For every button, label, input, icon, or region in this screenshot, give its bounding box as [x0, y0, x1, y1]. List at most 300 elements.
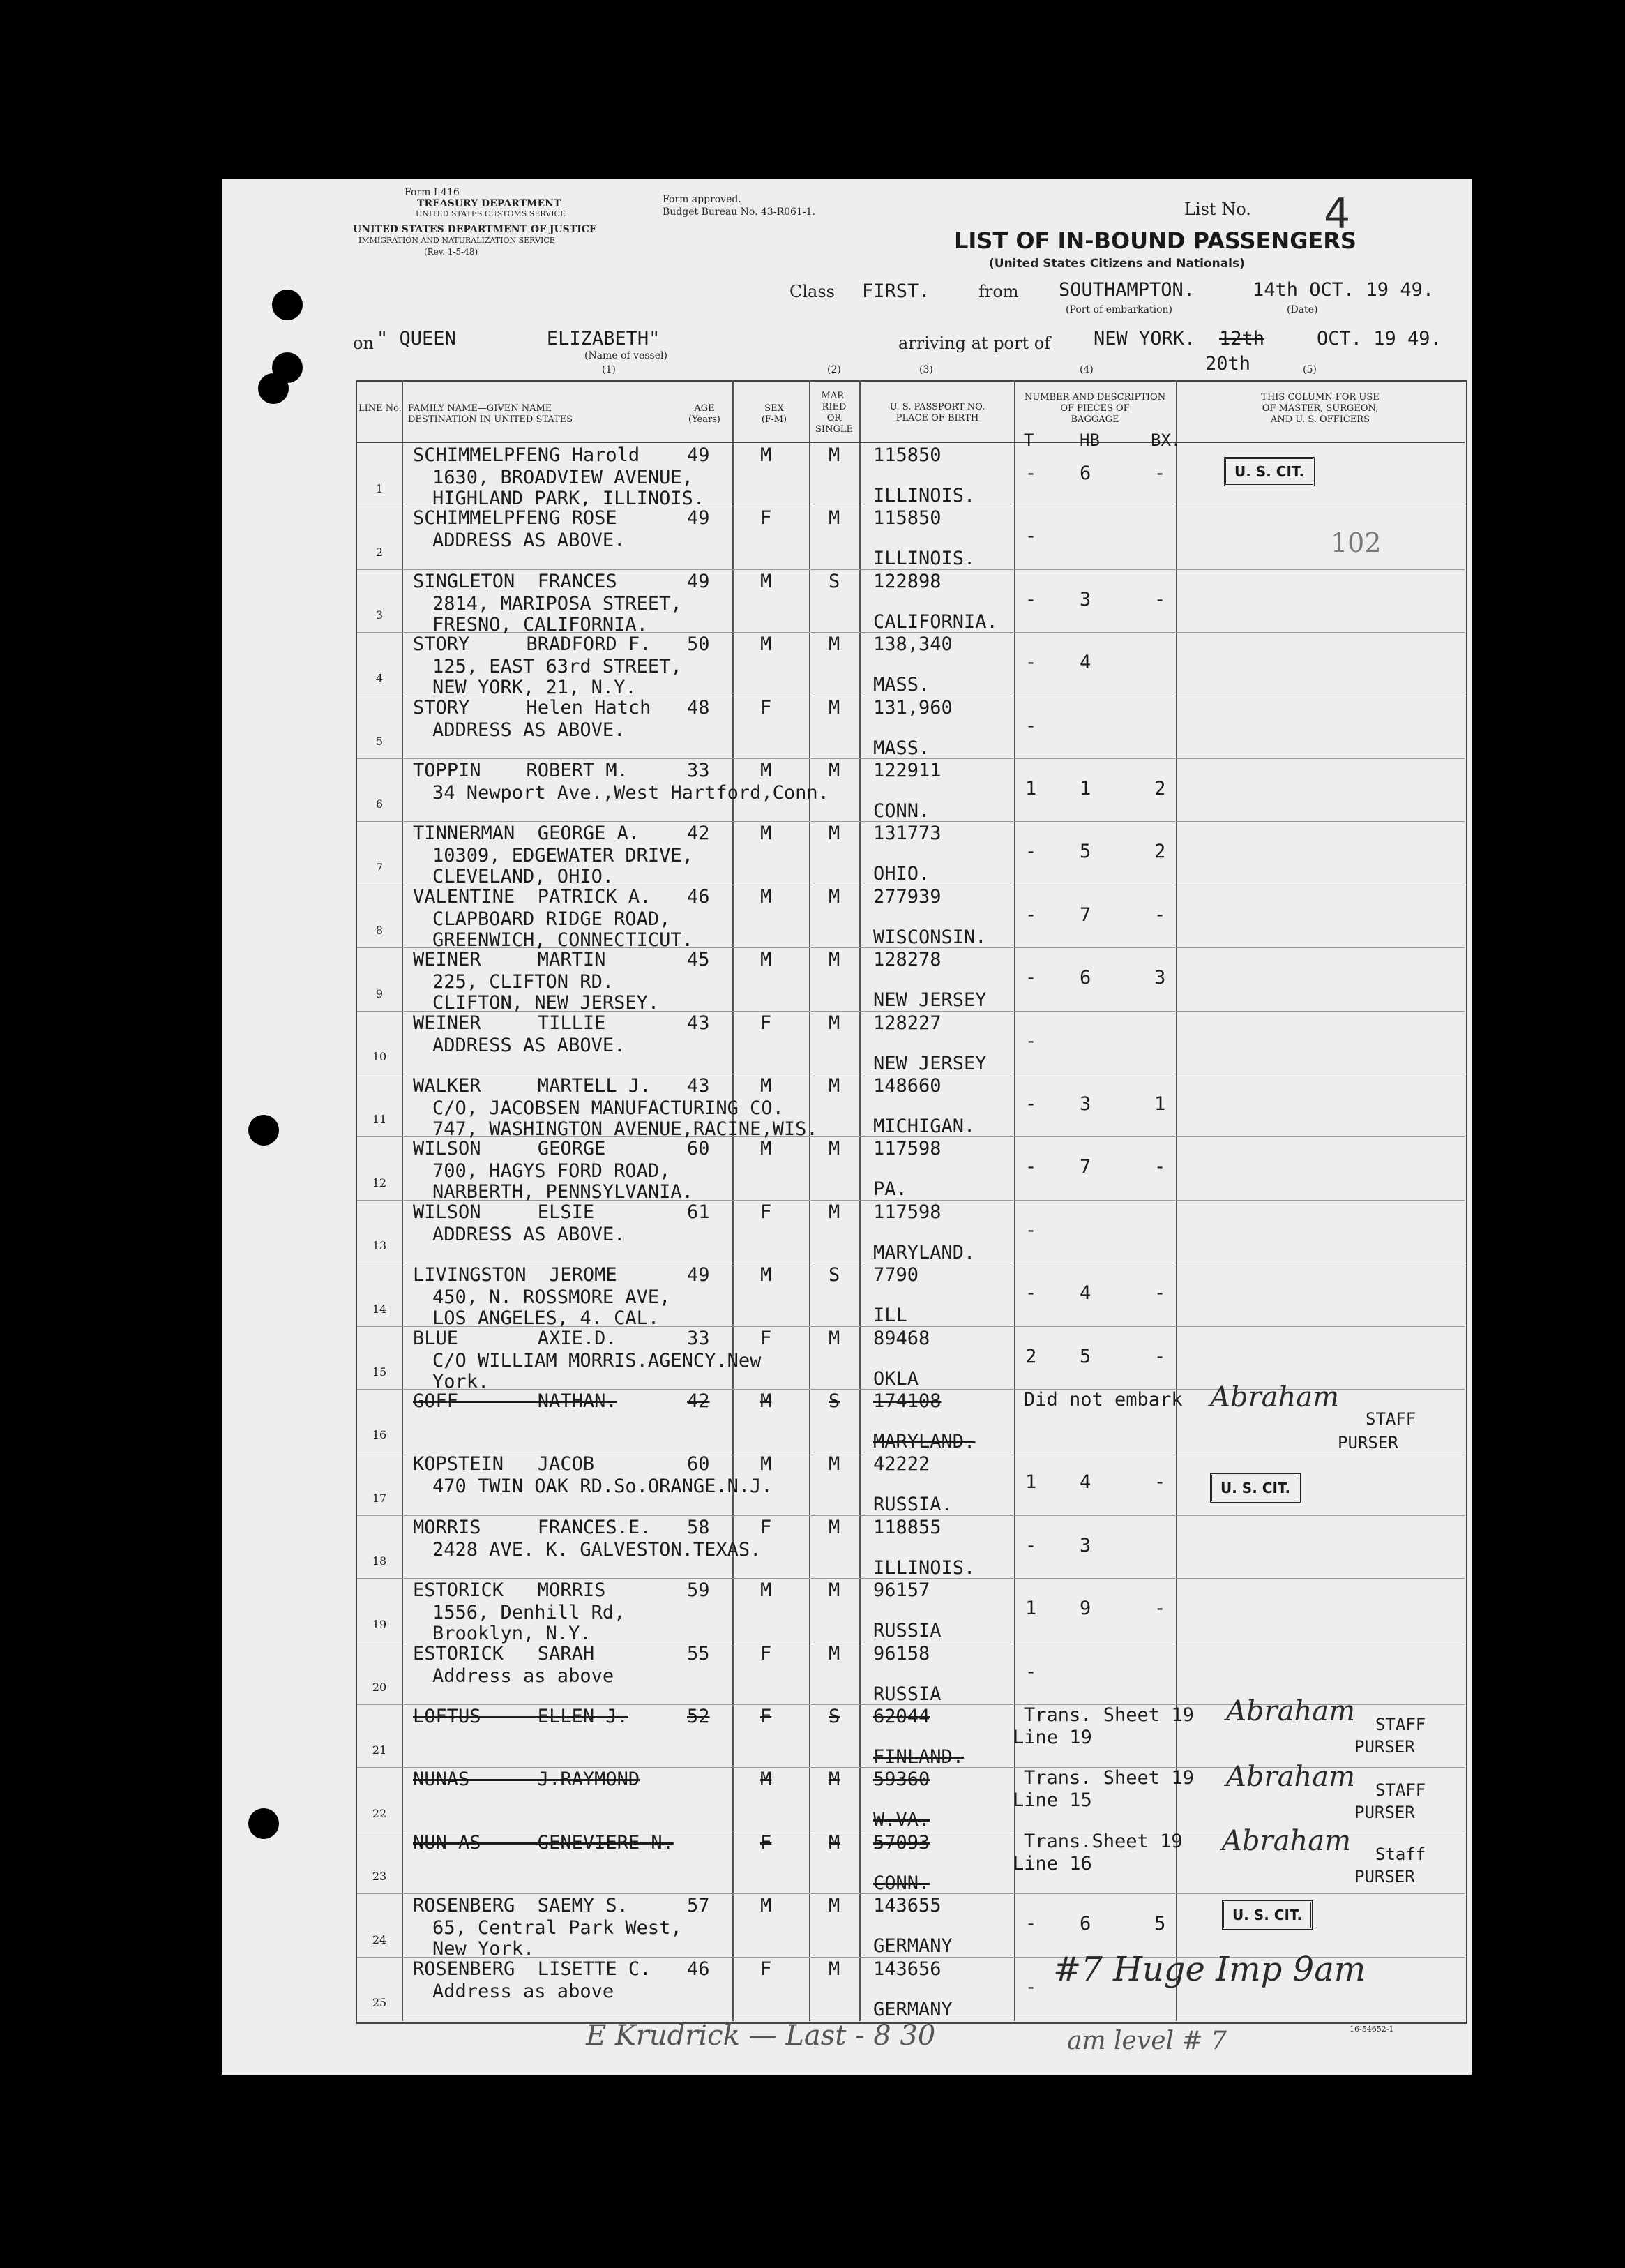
passport-number: 62044: [873, 1706, 930, 1727]
baggage-trunks: -: [1025, 841, 1037, 863]
handwritten-note: #7 Huge Imp 9am: [1053, 1950, 1366, 1989]
baggage-handbags: 3: [1080, 1534, 1091, 1556]
passenger-age: 57: [687, 1895, 710, 1917]
passenger-sex: M: [760, 1768, 772, 1791]
passenger-age: 43: [687, 1012, 710, 1034]
passenger-sex: F: [760, 1327, 772, 1349]
column-number-3: (3): [919, 364, 933, 375]
class-label: Class: [789, 282, 835, 301]
purser-label: PURSER: [1338, 1433, 1398, 1452]
passenger-address: Address as above: [432, 1665, 614, 1687]
baggage-trunks: -: [1025, 1093, 1037, 1115]
marital-status: M: [829, 1768, 840, 1791]
marital-status: M: [829, 1201, 840, 1223]
passenger-address: NARBERTH, PENNSYLVANIA.: [432, 1181, 693, 1203]
staff-label: Staff: [1375, 1845, 1426, 1864]
department-justice: UNITED STATES DEPARTMENT OF JUSTICE: [353, 224, 597, 235]
passenger-sex: F: [760, 1831, 772, 1854]
passenger-sex: F: [760, 1012, 772, 1034]
passenger-name: NUNAS J.RAYMOND: [413, 1768, 640, 1791]
manifest-subtitle: (United States Citizens and Nationals): [989, 257, 1245, 271]
passenger-sex: M: [760, 444, 772, 466]
purser-label: PURSER: [1354, 1737, 1415, 1757]
baggage-boxes: 3: [1154, 967, 1166, 989]
passport-number: 115850: [873, 507, 942, 530]
passenger-age: 42: [687, 823, 710, 845]
line-number: 4: [375, 671, 384, 685]
class-value: FIRST.: [862, 280, 930, 302]
line-number: 6: [375, 797, 384, 811]
baggage-handbags: 6: [1080, 463, 1091, 484]
passenger-age: 46: [687, 885, 710, 908]
line-number: 11: [372, 1113, 387, 1127]
passport-number: 128278: [873, 949, 942, 971]
passenger-name: VALENTINE PATRICK A.: [413, 885, 651, 908]
transfer-note: Trans.Sheet 19: [1024, 1830, 1183, 1852]
passenger-age: 33: [687, 1327, 710, 1349]
punch-hole: [248, 1808, 279, 1839]
passport-number: 117598: [873, 1138, 942, 1160]
passenger-name: ROSENBERG LISETTE C.: [413, 1958, 651, 1980]
handwritten-note: E Krudrick — Last - 8 30: [586, 2020, 936, 2052]
line-number: 9: [375, 986, 384, 1000]
baggage-trunks: -: [1025, 1219, 1037, 1241]
us-citizen-stamp: U. S. CIT.: [1210, 1473, 1301, 1503]
passenger-address: LOS ANGELES, 4. CAL.: [432, 1307, 660, 1330]
passenger-age: 60: [687, 1138, 710, 1160]
passenger-name: WEINER TILLIE: [413, 1012, 606, 1034]
department-treasury: TREASURY DEPARTMENT: [417, 198, 561, 209]
transfer-note: Did not embark: [1024, 1389, 1183, 1411]
passenger-address: GREENWICH, CONNECTICUT.: [432, 929, 693, 951]
passenger-address: 10309, EDGEWATER DRIVE,: [432, 845, 693, 867]
date-caption: (Date): [1287, 304, 1318, 315]
passenger-address: ADDRESS AS ABOVE.: [432, 719, 626, 741]
col-divider: [1014, 380, 1015, 2021]
place-of-birth: ILLINOIS.: [873, 485, 976, 506]
marital-status: S: [829, 570, 840, 592]
baggage-trunks: -: [1025, 1030, 1037, 1052]
passport-number: 143655: [873, 1895, 942, 1917]
passenger-address: ADDRESS AS ABOVE.: [432, 1223, 626, 1245]
budget-bureau: Budget Bureau No. 43-R061-1.: [663, 206, 815, 218]
baggage-trunks: -: [1025, 525, 1037, 548]
place-of-birth: W.VA.: [873, 1809, 930, 1831]
arriving-label: arriving at port of: [898, 333, 1051, 353]
passenger-age: 46: [687, 1958, 710, 1980]
passenger-age: 48: [687, 696, 710, 719]
baggage-boxes: 5: [1154, 1913, 1166, 1935]
place-of-birth: MASS.: [873, 674, 930, 696]
line-number: 17: [372, 1491, 387, 1505]
transfer-note: Trans. Sheet 19: [1024, 1767, 1194, 1789]
place-of-birth: OHIO.: [873, 863, 930, 885]
passport-number: 59360: [873, 1768, 930, 1791]
column-number-5: (5): [1303, 364, 1317, 375]
header-bag-t: T: [1024, 430, 1034, 450]
baggage-boxes: 1: [1154, 1093, 1166, 1115]
passenger-name: STORY Helen Hatch: [413, 696, 651, 719]
passenger-sex: F: [760, 1958, 772, 1980]
baggage-handbags: 4: [1080, 1282, 1091, 1305]
line-number: 5: [375, 735, 384, 748]
passenger-sex: F: [760, 1516, 772, 1538]
baggage-handbags: 5: [1080, 841, 1091, 863]
marital-status: S: [829, 1264, 840, 1286]
place-of-birth: CONN.: [873, 1872, 930, 1894]
place-of-birth: MASS.: [873, 737, 930, 759]
baggage-trunks: -: [1025, 1913, 1037, 1935]
passport-number: 57093: [873, 1831, 930, 1854]
passenger-name: SCHIMMELPFENG ROSE: [413, 507, 617, 530]
immigration-service: IMMIGRATION AND NATURALIZATION SERVICE: [358, 236, 555, 245]
handwritten-note: am level # 7: [1067, 2027, 1227, 2055]
transfer-note-line: Line 15: [1013, 1789, 1092, 1812]
passenger-sex: M: [760, 760, 772, 781]
passenger-age: 45: [687, 949, 710, 971]
col-divider: [859, 380, 861, 2021]
marital-status: M: [829, 1012, 840, 1034]
passenger-address: ADDRESS AS ABOVE.: [432, 1034, 626, 1056]
passenger-sex: M: [760, 823, 772, 845]
passport-number: 122911: [873, 760, 942, 781]
embark-date: 14th OCT. 19 49.: [1253, 279, 1435, 301]
baggage-boxes: 2: [1154, 841, 1166, 863]
line-number: 13: [372, 1239, 387, 1253]
passport-number: 131,960: [873, 696, 953, 719]
passport-number: 131773: [873, 823, 942, 845]
baggage-handbags: 4: [1080, 652, 1091, 674]
marital-status: M: [829, 1579, 840, 1602]
passenger-address: 450, N. ROSSMORE AVE,: [432, 1286, 671, 1309]
passenger-name: LOFTUS ELLEN J.: [413, 1706, 628, 1727]
header-officers: THIS COLUMN FOR USE OF MASTER, SURGEON, AND U. S. OFFICERS: [1261, 392, 1380, 425]
transfer-note-line: Line 19: [1013, 1727, 1092, 1748]
marital-status: M: [829, 1642, 840, 1665]
line-number: 8: [375, 924, 384, 938]
passenger-sex: F: [760, 1201, 772, 1223]
baggage-trunks: -: [1025, 1534, 1037, 1556]
passport-number: 117598: [873, 1201, 942, 1223]
baggage-boxes: -: [1154, 588, 1166, 610]
passenger-age: 49: [687, 444, 710, 466]
passenger-address: York.: [432, 1370, 490, 1392]
port-of-embarkation: SOUTHAMPTON.: [1059, 279, 1195, 301]
passenger-address: 1556, Denhill Rd,: [432, 1602, 626, 1624]
purser-signature: Abraham: [1222, 1825, 1351, 1857]
passport-number: 96157: [873, 1579, 930, 1602]
marital-status: M: [829, 1831, 840, 1854]
header-sex: SEX (F-M): [761, 403, 787, 425]
place-of-birth: ILLINOIS.: [873, 548, 976, 570]
marital-status: M: [829, 1075, 840, 1097]
passenger-sex: F: [760, 696, 772, 719]
passenger-age: 59: [687, 1579, 710, 1602]
passenger-name: ESTORICK SARAH: [413, 1642, 595, 1665]
passport-number: 148660: [873, 1075, 942, 1097]
form-approved: Form approved.: [663, 194, 741, 205]
us-citizen-stamp: U. S. CIT.: [1224, 457, 1315, 486]
passenger-name: WILSON ELSIE: [413, 1201, 595, 1223]
passenger-age: 50: [687, 633, 710, 656]
vessel-caption: (Name of vessel): [584, 350, 667, 361]
passenger-name: MORRIS FRANCES.E.: [413, 1516, 651, 1538]
baggage-trunks: -: [1025, 714, 1037, 737]
line-number: 12: [372, 1176, 387, 1189]
passport-number: 143656: [873, 1958, 942, 1980]
on-label: on: [353, 333, 374, 353]
passenger-name: BLUE AXIE.D.: [413, 1327, 617, 1349]
passenger-name: TINNERMAN GEORGE A.: [413, 823, 640, 845]
transfer-note: Trans. Sheet 19: [1024, 1704, 1194, 1726]
list-no-label: List No.: [1184, 200, 1251, 219]
staff-label: STAFF: [1375, 1715, 1426, 1734]
baggage-boxes: 2: [1154, 778, 1166, 799]
place-of-birth: RUSSIA.: [873, 1494, 953, 1516]
passenger-name: NUN AS GENEVIERE N.: [413, 1831, 674, 1854]
passenger-age: 55: [687, 1642, 710, 1665]
marital-status: M: [829, 1895, 840, 1917]
passport-number: 42222: [873, 1453, 930, 1475]
line-number: 20: [372, 1681, 387, 1694]
baggage-handbags: 6: [1080, 1913, 1091, 1935]
baggage-handbags: 4: [1080, 1471, 1091, 1494]
passenger-sex: M: [760, 1264, 772, 1286]
line-number: 24: [372, 1932, 387, 1946]
baggage-trunks: -: [1025, 1282, 1037, 1305]
place-of-birth: RUSSIA: [873, 1683, 942, 1705]
baggage-handbags: 5: [1080, 1345, 1091, 1367]
passenger-name: ESTORICK MORRIS: [413, 1579, 606, 1602]
page-annotation: 102: [1331, 527, 1382, 558]
place-of-birth: GERMANY: [873, 1935, 953, 1958]
line-number: 10: [372, 1050, 387, 1063]
line-number: 19: [372, 1617, 387, 1631]
purser-signature: Abraham: [1226, 1695, 1355, 1727]
passenger-age: 33: [687, 760, 710, 781]
arrival-date: OCT. 19 49.: [1317, 328, 1442, 350]
marital-status: M: [829, 1958, 840, 1980]
passenger-address: ADDRESS AS ABOVE.: [432, 530, 626, 552]
passport-number: 96158: [873, 1642, 930, 1665]
form-revision: (Rev. 1-5-48): [424, 247, 478, 257]
passenger-address: 34 Newport Ave.,West Hartford,Conn.: [432, 782, 829, 804]
passenger-age: 43: [687, 1075, 710, 1097]
baggage-trunks: -: [1025, 463, 1037, 484]
passenger-age: 58: [687, 1516, 710, 1538]
baggage-handbags: 1: [1080, 778, 1091, 799]
passenger-address: 125, EAST 63rd STREET,: [432, 656, 682, 678]
passenger-sex: F: [760, 1642, 772, 1665]
passenger-age: 49: [687, 570, 710, 592]
place-of-birth: WISCONSIN.: [873, 926, 987, 948]
purser-signature: Abraham: [1226, 1761, 1355, 1793]
col-divider: [402, 380, 403, 2021]
passenger-name: SINGLETON FRANCES: [413, 570, 617, 592]
place-of-birth: ILL: [873, 1305, 907, 1327]
header-passport: U. S. PASSPORT NO. PLACE OF BIRTH: [889, 402, 985, 423]
passport-number: 118855: [873, 1516, 942, 1538]
passenger-address: 65, Central Park West,: [432, 1917, 682, 1939]
passenger-age: 60: [687, 1453, 710, 1475]
port-caption: (Port of embarkation): [1066, 304, 1172, 315]
place-of-birth: RUSSIA: [873, 1620, 942, 1642]
baggage-handbags: 7: [1080, 1156, 1091, 1178]
baggage-boxes: -: [1154, 1471, 1166, 1494]
customs-service: UNITED STATES CUSTOMS SERVICE: [416, 209, 566, 218]
place-of-birth: NEW JERSEY: [873, 989, 987, 1012]
passenger-address: Brooklyn, N.Y.: [432, 1623, 591, 1645]
place-of-birth: PA.: [873, 1178, 907, 1201]
line-number: 15: [372, 1365, 387, 1379]
marital-status: M: [829, 444, 840, 466]
baggage-trunks: -: [1025, 1156, 1037, 1178]
passenger-address: New York.: [432, 1938, 535, 1960]
place-of-birth: ILLINOIS.: [873, 1556, 976, 1579]
passenger-address: 1630, BROADVIEW AVENUE,: [432, 467, 693, 488]
column-number-4: (4): [1080, 364, 1094, 375]
marital-status: M: [829, 949, 840, 971]
passenger-sex: F: [760, 507, 772, 530]
manifest-title: LIST OF IN-BOUND PASSENGERS: [954, 227, 1356, 254]
arrival-port: NEW YORK.: [1094, 328, 1196, 350]
us-citizen-stamp: U. S. CIT.: [1222, 1900, 1313, 1930]
line-number: 7: [375, 860, 384, 874]
marital-status: M: [829, 696, 840, 719]
header-line-no: LINE No.: [358, 403, 402, 414]
passport-number: 174108: [873, 1390, 942, 1412]
marital-status: S: [829, 1706, 840, 1727]
passenger-age: 42: [687, 1390, 710, 1412]
line-number: 2: [375, 545, 384, 559]
passenger-name: ROSENBERG SAEMY S.: [413, 1895, 628, 1917]
passenger-address: CLAPBOARD RIDGE ROAD,: [432, 908, 671, 930]
purser-signature: Abraham: [1210, 1381, 1339, 1413]
baggage-trunks: -: [1025, 652, 1037, 674]
marital-status: M: [829, 633, 840, 656]
passenger-sex: M: [760, 1390, 772, 1412]
staff-label: STAFF: [1375, 1780, 1426, 1800]
passenger-address: 225, CLIFTON RD.: [432, 971, 614, 993]
passenger-age: 61: [687, 1201, 710, 1223]
line-number: 25: [372, 1996, 387, 2009]
baggage-boxes: -: [1154, 1345, 1166, 1367]
baggage-trunks: -: [1025, 1976, 1037, 1998]
passenger-age: 49: [687, 507, 710, 530]
passenger-sex: M: [760, 885, 772, 908]
baggage-boxes: -: [1154, 1598, 1166, 1620]
baggage-boxes: -: [1154, 1156, 1166, 1178]
place-of-birth: MARYLAND.: [873, 1241, 976, 1263]
baggage-trunks: -: [1025, 588, 1037, 610]
passenger-address: 2814, MARIPOSA STREET,: [432, 592, 682, 615]
passenger-name: LIVINGSTON JEROME: [413, 1264, 617, 1286]
line-number: 16: [372, 1428, 387, 1442]
marital-status: S: [829, 1390, 840, 1412]
passport-number: 122898: [873, 570, 942, 592]
purser-label: PURSER: [1354, 1867, 1415, 1886]
baggage-boxes: -: [1154, 1282, 1166, 1305]
passenger-address: 470 TWIN OAK RD.So.ORANGE.N.J.: [432, 1475, 773, 1498]
baggage-handbags: 6: [1080, 967, 1091, 989]
place-of-birth: CONN.: [873, 800, 930, 822]
passport-number: 277939: [873, 885, 942, 908]
baggage-trunks: -: [1025, 903, 1037, 926]
passenger-address: 700, HAGYS FORD ROAD,: [432, 1160, 671, 1182]
passenger-name: KOPSTEIN JACOB: [413, 1453, 595, 1475]
marital-status: M: [829, 1453, 840, 1475]
passenger-address: 2428 AVE. K. GALVESTON.TEXAS.: [432, 1538, 762, 1561]
arrival-date-correction: 20th: [1205, 353, 1251, 375]
passenger-name: GOFF NATHAN.: [413, 1390, 617, 1412]
passenger-address: C/O WILLIAM MORRIS.AGENCY.New: [432, 1349, 762, 1372]
baggage-boxes: -: [1154, 463, 1166, 484]
passenger-address: CLIFTON, NEW JERSEY.: [432, 992, 660, 1014]
baggage-trunks: 1: [1025, 1471, 1037, 1494]
column-number-1: (1): [602, 364, 616, 375]
passenger-name: WEINER MARTIN: [413, 949, 606, 971]
marital-status: M: [829, 1516, 840, 1538]
vessel-name: " QUEEN ELIZABETH": [377, 328, 660, 350]
passenger-sex: M: [760, 1453, 772, 1475]
baggage-boxes: -: [1154, 903, 1166, 926]
baggage-trunks: 1: [1025, 1598, 1037, 1620]
passenger-sex: M: [760, 1075, 772, 1097]
passenger-sex: M: [760, 570, 772, 592]
place-of-birth: MICHIGAN.: [873, 1116, 976, 1137]
passenger-name: STORY BRADFORD F.: [413, 633, 651, 656]
header-age: AGE (Years): [688, 403, 720, 425]
marital-status: M: [829, 1327, 840, 1349]
col-divider: [809, 380, 810, 2021]
list-no-value: 4: [1324, 190, 1351, 239]
passenger-sex: F: [760, 1706, 772, 1727]
passenger-name: WALKER MARTELL J.: [413, 1075, 651, 1097]
line-number: 18: [372, 1554, 387, 1568]
marital-status: M: [829, 823, 840, 845]
transfer-note-line: Line 16: [1013, 1852, 1092, 1875]
header-rule: [357, 442, 1465, 443]
header-married: MAR- RIED OR SINGLE: [815, 391, 853, 435]
baggage-trunks: -: [1025, 1660, 1037, 1683]
passenger-sex: M: [760, 1138, 772, 1160]
punch-hole: [248, 1115, 279, 1146]
place-of-birth: NEW JERSEY: [873, 1052, 987, 1074]
baggage-handbags: 7: [1080, 903, 1091, 926]
passport-number: 128227: [873, 1012, 942, 1034]
baggage-trunks: -: [1025, 967, 1037, 989]
form-number: Form I-416: [405, 187, 460, 198]
passenger-age: 49: [687, 1264, 710, 1286]
header-baggage: NUMBER AND DESCRIPTION OF PIECES OF BAGGAGE: [1024, 392, 1166, 425]
header-bag-hb: HB: [1080, 430, 1100, 450]
line-number: 3: [375, 608, 384, 622]
passenger-address: 747, WASHINGTON AVENUE,RACINE,WIS.: [432, 1118, 818, 1140]
passenger-address: Address as above: [432, 1980, 614, 2002]
marital-status: M: [829, 507, 840, 530]
passenger-sex: M: [760, 1895, 772, 1917]
passport-number: 7790: [873, 1264, 919, 1286]
line-number: 14: [372, 1302, 387, 1316]
place-of-birth: MARYLAND.: [873, 1431, 976, 1452]
passenger-age: 52: [687, 1706, 710, 1727]
baggage-trunks: 1: [1025, 778, 1037, 799]
passenger-address: C/O, JACOBSEN MANUFACTURING CO.: [432, 1097, 784, 1119]
passenger-name: TOPPIN ROBERT M.: [413, 760, 628, 781]
passport-number: 138,340: [873, 633, 953, 656]
punch-hole: [272, 290, 303, 320]
passenger-address: NEW YORK, 21, N.Y.: [432, 677, 637, 699]
